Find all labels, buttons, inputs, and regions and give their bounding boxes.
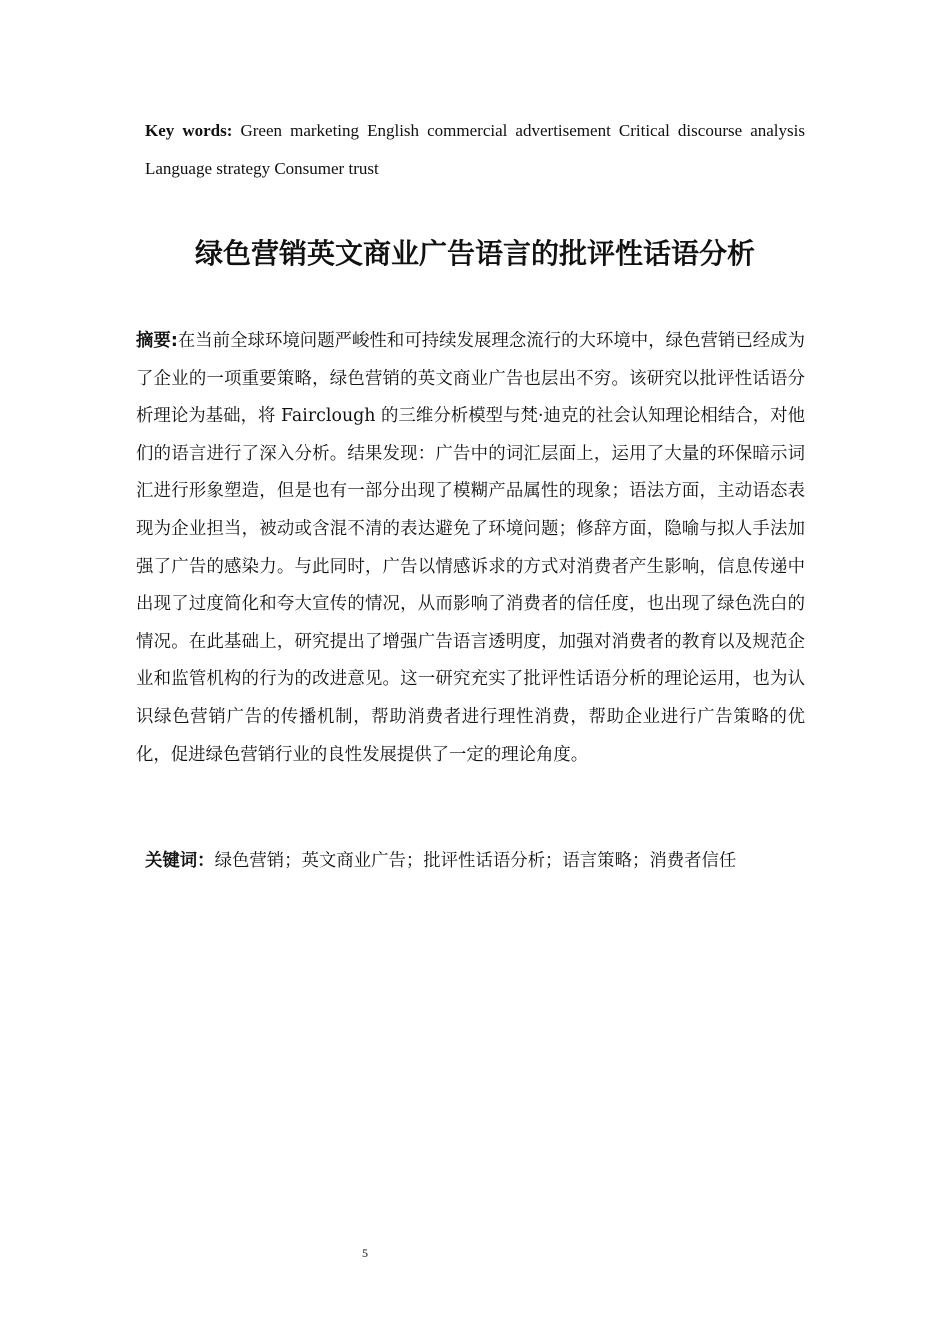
chinese-keywords-text: 绿色营销；英文商业广告；批评性话语分析；语言策略；消费者信任 [214, 851, 737, 871]
english-keywords [145, 112, 805, 188]
abstract [136, 323, 805, 774]
chinese-keywords-label: 关键词： [145, 851, 215, 871]
abstract-label: 摘要: [136, 331, 178, 351]
english-keywords-text: Green marketing English commercial advertisement Critical discourse analysis Language strategy Consumer trust [145, 121, 805, 178]
abstract-text: 在当前全球环境问题严峻性和可持续发展理念流行的大环境中，绿色营销已经成为了企业的一项重要策略，绿色营销的英文商业广告也层出不穷。该研究以批评性话语分析理论为基础，将 Fairclough 的三维分析模型与梵·迪克的社会认知理论相结合，对他们的语言进行了深入分析。结果发现：广告中的词汇层面上，运用了大量的环保暗示词汇进行形象塑造，但是也有一部分出现了模糊产品属性的现象；语法方面，主动语态表现为企业担当，被动或含混不清的表达避免了环境问题；修辞方面，隐喻与拟人手法加强了广告的感染力。与此同时，广告以情感诉求的方式对消费者产生影响，信息传递中出现了过度简化和夸大宣传的情况，从而影响了消费者的信任度，也出现了绿色洗白的情况。在此基础上，研究提出了增强广告语言透明度，加强对消费者的教育以及规范企业和监管机构的行为的改进意见。这一研究充实了批评性话语分析的理论运用，也为认识绿色营销广告的传播机制，帮助消费者进行理性消费，帮助企业进行广告策略的优化，促进绿色营销行业的良性发展提供了一定的理论角度。 [136, 331, 805, 765]
english-keywords-label: Key words: [145, 121, 233, 140]
paper-title: 绿色营销英文商业广告语言的批评性话语分析 [194, 237, 755, 270]
page-number: 5 [362, 1246, 368, 1260]
chinese-keywords [145, 842, 825, 880]
